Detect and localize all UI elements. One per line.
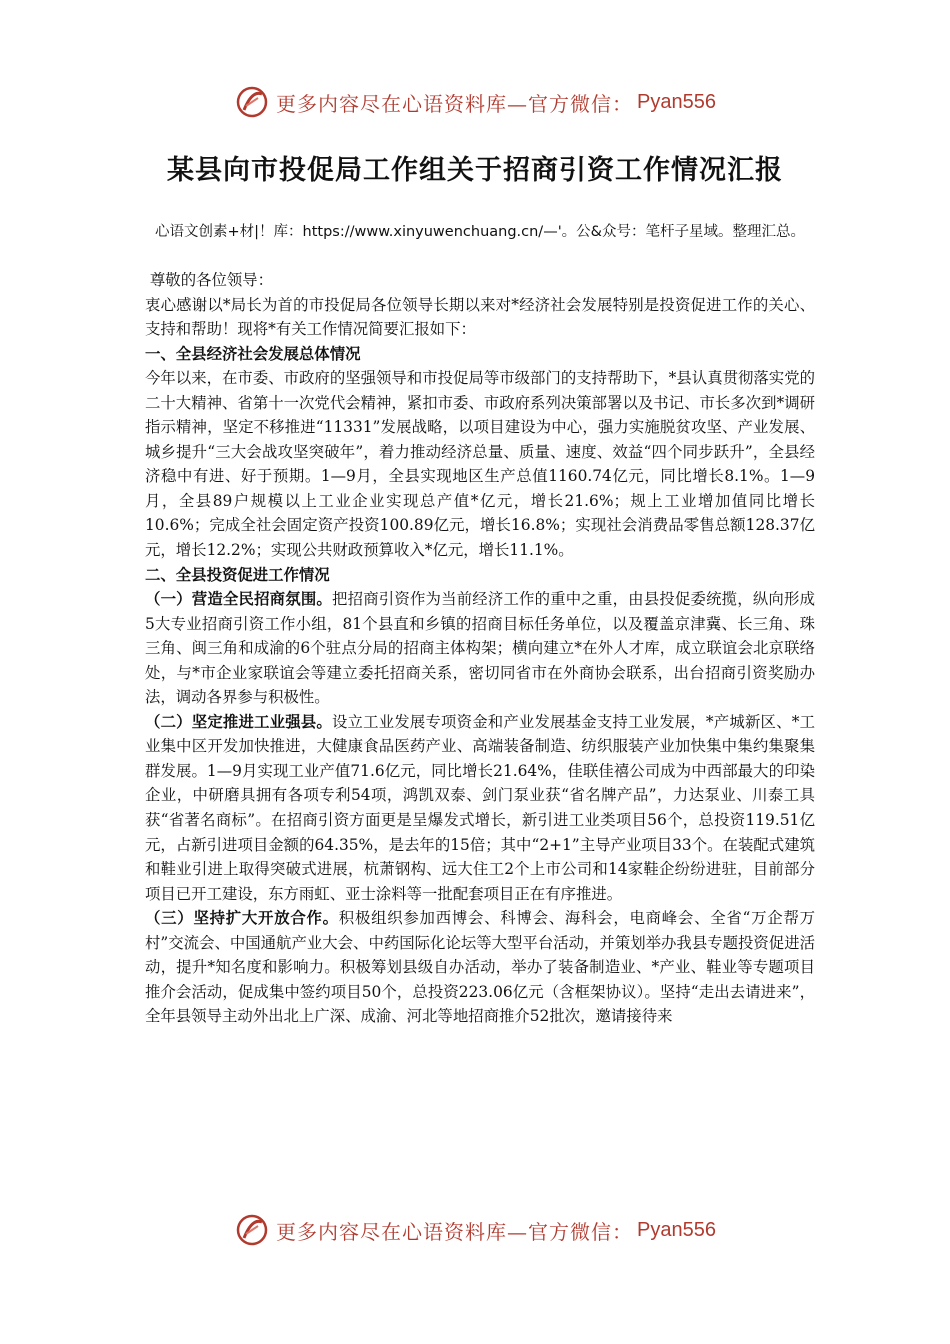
document-title: 某县向市投促局工作组关于招商引资工作情况汇报 [167,155,783,186]
brand-logo-icon [234,84,270,120]
section-heading-2: 二、全县投资促进工作情况 [145,565,330,584]
subsection-2-text: 设立工业发展专项资金和产业发展基金支持工业发展，*产城新区、*工业集中区开发加快推进，大健康食品医药产业、高端装备制造、纺织服装产业加快集中集约集聚集群发展。1—9月实现工业产值71.6亿元，同比增长21.64%，佳联佳禧公司成为中西部最大的印染企业，中研磨具拥有各项专利54项，鸿凯双泰、剑门泵业获“省名牌产品”，力达泵业、川泰工具获“省著名商标”。在招商引资方面更是呈爆发式增长，新引进工业类项目56个，总投资119.51亿元，占新引进项目金额的64.35%，是去年的15倍；其中“2+1”主导产业项目33个。在装配式建筑和鞋业引进上取得突破式进展，杭萧钢构、远大住工2个上市公司和14家鞋企纷纷进驻，目前部分项目已开工建设，东方雨虹、亚士涂料等一批配套项目正在有序推进。 [145,712,815,903]
paragraph-subsection-2 [145,710,815,906]
section-heading-1: 一、全县经济社会发展总体情况 [145,344,361,363]
salutation: 尊敬的各位领导： [149,271,274,289]
banner-text: 更多内容尽在心语资料库—官方微信： [276,91,634,116]
subsection-1-text: 把招商引资作为当前经济工作的重中之重，由县投促委统揽，纵向形成5大专业招商引资工作小组，81个县直和乡镇的招商目标任务单位，以及覆盖京津冀、长三角、珠三角、闽三角和成渝的6个驻点分局的招商主体构架；横向建立*在外人才库，成立联谊会北京联络处，与*市企业家联谊会等建立委托招商关系，密切同省市在外商协会联系，出台招商引资奖励办法，调动各界参与积极性。 [145,590,815,707]
subsection-3-text: 积极组织参加西博会、科博会、海科会，电商峰会、全省“万企帮万村”交流会、中国通航产业大会、中药国际化论坛等大型平台活动，并策划举办我县专题投资促进活动，提升*知名度和影响力。积极筹划县级自办活动，举办了装备制造业、*产业、鞋业等专题项目推介会活动，促成集中签约项目50个，总投资223.06亿元（含框架协议）。坚持“走出去请进来”，全年县领导主动外出北上广深、成渝、河北等地招商推介52批次，邀请接待来 [145,909,815,1026]
subsection-1-lead: （一）营造全民招商氛围。 [145,590,333,609]
source-note: 心语文创素+材|！库：https://www.xinyuwenchuang.cn/—'。公&众号：笔杆子星域。整理汇总。 [155,224,805,240]
document-body [145,268,815,1029]
header-banner [0,80,950,124]
banner-wechat-id: Pyan556 [637,90,716,113]
subsection-3-lead: （三）坚持扩大开放合作。 [145,909,339,928]
intro-paragraph: 衷心感谢以*局长为首的市投促局各位领导长期以来对*经济社会发展特别是投资促进工作的关心、支持和帮助！现将*有关工作情况简要汇报如下： [145,295,815,339]
paragraph-subsection-1 [145,587,815,710]
banner-wechat-id: Pyan556 [637,1218,716,1241]
footer-banner [0,1208,950,1252]
subsection-2-lead: （二）坚定推进工业强县。 [145,712,332,731]
paragraph-subsection-3 [145,906,815,1029]
brand-logo-icon [234,1212,270,1248]
paragraph-economy: 今年以来，在市委、市政府的坚强领导和市投促局等市级部门的支持帮助下，*县认真贯彻落实党的二十大精神、省第十一次党代会精神，紧扣市委、市政府系列决策部署以及书记、市长多次到*调研指示精神，坚定不移推进“11331”发展战略，以项目建设为中心，强力实施脱贫攻坚、产业发展、城乡提升“三大会战攻坚突破年”，着力推动经济总量、质量、速度、效益“四个同步跃升”，全县经济稳中有进、好于预期。1—9月，全县实现地区生产总值1160.74亿元，同比增长8.1%。1—9月，全县89户规模以上工业企业实现总产值*亿元，增长21.6%；规上工业增加值同比增长10.6%；完成全社会固定资产投资100.89亿元，增长16.8%；实现社会消费品零售总额128.37亿元，增长12.2%；实现公共财政预算收入*亿元，增长11.1%。 [145,369,815,560]
banner-text: 更多内容尽在心语资料库—官方微信： [276,1219,634,1244]
